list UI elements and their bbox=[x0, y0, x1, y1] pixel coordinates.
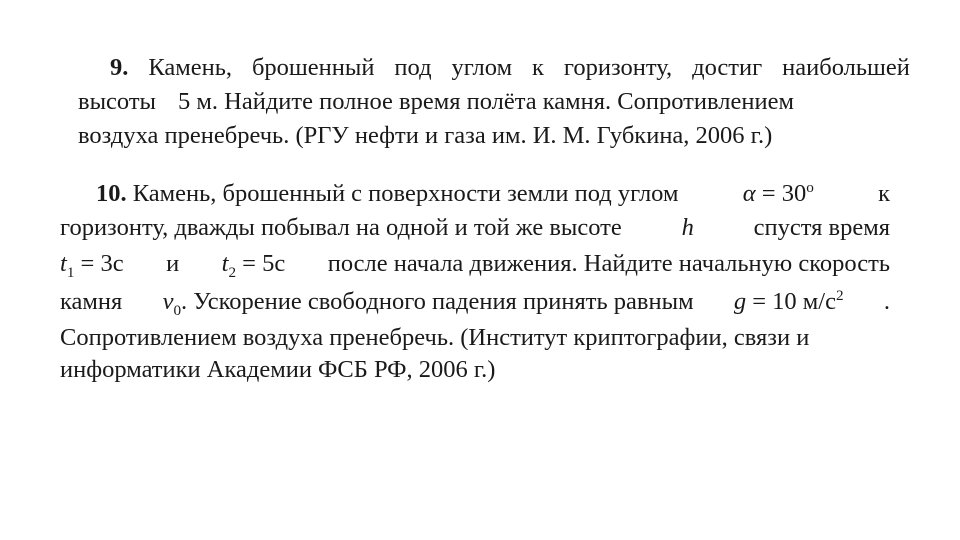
time-formula-2 bbox=[222, 248, 286, 280]
text-segment: и bbox=[166, 250, 180, 277]
time-formula-1 bbox=[60, 248, 124, 280]
height-value: 5 м bbox=[178, 88, 212, 115]
problem-10-line-6 bbox=[60, 354, 495, 386]
problem-10-line-2 bbox=[60, 212, 890, 244]
problem-9-line-1 bbox=[110, 52, 910, 84]
text-segment: высоты bbox=[78, 88, 156, 115]
angle-value: = 30 bbox=[761, 180, 807, 207]
superscript: 2 bbox=[836, 286, 844, 304]
word: углом bbox=[451, 54, 513, 81]
word: наибольшей bbox=[782, 54, 910, 81]
text-segment: камня bbox=[60, 288, 123, 315]
subscript: 2 bbox=[228, 263, 237, 281]
problem-10 bbox=[0, 170, 960, 390]
problem-number: 9. bbox=[110, 54, 129, 81]
subscript: 1 bbox=[66, 263, 75, 281]
text-segment: после начала движения. Найдите начальную скорость bbox=[327, 250, 890, 277]
gravity-symbol: g bbox=[733, 288, 747, 315]
word: под bbox=[394, 54, 432, 81]
text-segment: к bbox=[878, 180, 890, 207]
height-symbol: h bbox=[681, 214, 694, 241]
text-segment: . Найдите полное время полёта камня. Сопротивлением bbox=[211, 88, 794, 115]
word: брошенный bbox=[251, 54, 375, 81]
subscript: 0 bbox=[173, 301, 182, 319]
problem-10-line-1 bbox=[96, 178, 890, 210]
text-segment: горизонту, дважды побывал на одной и той же высоте bbox=[60, 214, 622, 241]
text-segment: информатики Академии ФСБ РФ, 2006 г.) bbox=[60, 356, 496, 383]
text-segment: воздуха пренебречь. (РГУ нефти и газа им. И. М. Губкина, 2006 г.) bbox=[78, 122, 773, 149]
time-value: = 3с bbox=[80, 250, 124, 277]
alpha-symbol: α bbox=[742, 180, 756, 207]
word: горизонту, bbox=[563, 54, 673, 81]
time-symbol: t bbox=[60, 250, 67, 277]
gravity-formula bbox=[734, 286, 844, 318]
gravity-value: = 10 м/с bbox=[752, 288, 836, 315]
velocity-formula bbox=[163, 286, 694, 318]
velocity-symbol: v bbox=[162, 288, 174, 315]
problem-10-line-4 bbox=[60, 286, 890, 318]
time-value: = 5с bbox=[242, 250, 286, 277]
problem-9-line-3 bbox=[78, 120, 772, 152]
problem-10-line-3 bbox=[60, 248, 890, 280]
problem-10-line-5 bbox=[60, 322, 809, 354]
word: Камень, bbox=[148, 54, 233, 81]
text-segment: . bbox=[883, 288, 890, 315]
text-segment: Сопротивлением воздуха пренебречь. (Институт криптографии, связи и bbox=[60, 324, 810, 351]
text-segment: . Ускорение свободного падения принять равным bbox=[181, 288, 694, 315]
degree-mark: o bbox=[806, 178, 814, 196]
word: к bbox=[532, 54, 544, 81]
word: достиг bbox=[692, 54, 763, 81]
text-segment: спустя время bbox=[753, 214, 890, 241]
angle-formula bbox=[743, 178, 814, 210]
problem-number: 10. bbox=[96, 180, 127, 207]
problem-9-line-2 bbox=[78, 86, 910, 118]
text-segment: Камень, брошенный с поверхности земли под углом bbox=[132, 180, 679, 207]
problem-9 bbox=[0, 0, 960, 160]
time-symbol: t bbox=[221, 250, 229, 277]
